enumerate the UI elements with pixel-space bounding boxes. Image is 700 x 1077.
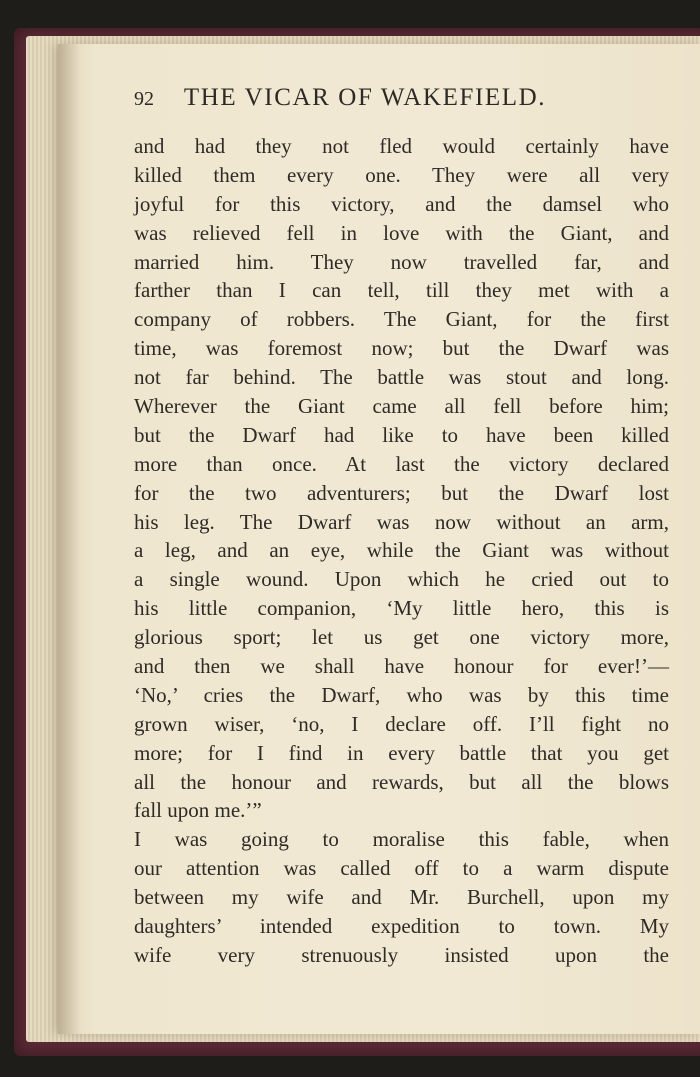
text-line: a leg, and an eye, while the Giant was without	[134, 538, 669, 563]
running-title: THE VICAR OF WAKEFIELD.	[183, 84, 547, 111]
text-line: time, was foremost now; but the Dwarf was	[134, 336, 669, 361]
text-line: and had they not fled would certainly have	[134, 134, 669, 158]
body-text	[134, 132, 669, 970]
text-line: not far behind. The battle was stout and long.	[134, 365, 669, 390]
text-line: a single wound. Upon which he cried out to	[134, 567, 669, 592]
text-line: married him. They now travelled far, and	[134, 249, 669, 274]
text-line: but the Dwarf had like to have been killed	[134, 422, 669, 447]
text-line: joyful for this victory, and the damsel who	[134, 191, 669, 216]
text-line: daughters’ intended expedition to town. My	[134, 914, 669, 939]
text-line: fall upon me.’”	[134, 798, 262, 823]
page-number: 92	[134, 88, 154, 110]
text-line: ‘No,’ cries the Dwarf, who was by this time	[134, 682, 669, 707]
text-line: and then we shall have honour for ever!’—	[134, 654, 669, 679]
text-line: glorious sport; let us get one victory more,	[134, 625, 669, 650]
text-line: more than once. At last the victory declared	[134, 451, 669, 476]
text-line: I was going to moralise this fable, when	[134, 827, 669, 852]
text-line: more; for I find in every battle that you get	[134, 740, 669, 765]
gutter-shadow	[58, 44, 80, 1034]
text-line: wife very strenuously insisted upon the	[134, 942, 669, 967]
text-line: for the two adventurers; but the Dwarf lost	[134, 480, 669, 505]
text-line: all the honour and rewards, but all the blows	[134, 769, 669, 794]
text-line: was relieved fell in love with the Giant, and	[134, 220, 669, 245]
text-line: his little companion, ‘My little hero, this is	[134, 596, 669, 621]
page-header	[134, 84, 614, 120]
text-line: between my wife and Mr. Burchell, upon my	[134, 885, 669, 910]
text-line: killed them every one. They were all very	[134, 162, 669, 187]
text-line: Wherever the Giant came all fell before him;	[134, 394, 669, 419]
text-line: our attention was called off to a warm dispute	[134, 856, 669, 881]
text-line: company of robbers. The Giant, for the first	[134, 307, 669, 332]
text-line: farther than I can tell, till they met with a	[134, 278, 669, 303]
text-line: his leg. The Dwarf was now without an arm,	[134, 509, 669, 534]
text-line: grown wiser, ‘no, I declare off. I’ll fight no	[134, 711, 669, 736]
